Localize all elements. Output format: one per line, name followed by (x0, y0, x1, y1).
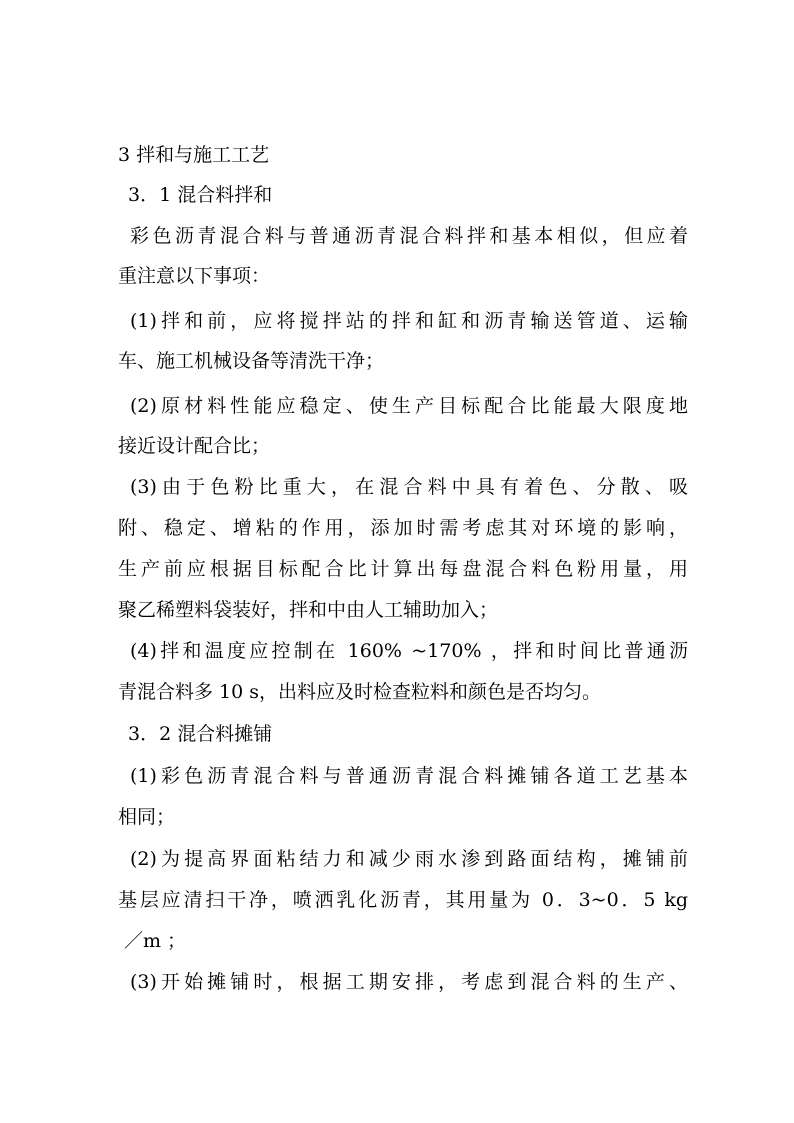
list-item-line: 接近设计配合比； (118, 435, 271, 457)
list-item-line: 附、稳定、增粘的作用，添加时需考虑其对环境的影响， (118, 517, 688, 539)
list-item-line: 基层应清扫干净，喷洒乳化沥青，其用量为 0．3~0．5 kg (118, 889, 688, 911)
list-item-line: (3)由于色粉比重大，在混合料中具有着色、分散、吸 (130, 476, 688, 498)
list-item-line: (3)开始摊铺时，根据工期安排，考虑到混合料的生产、 (130, 971, 688, 993)
list-item-line: (2)原材料性能应稳定、使生产目标配合比能最大限度地 (130, 395, 688, 417)
list-item-line: ／m ； (124, 930, 187, 952)
subsection-heading-3-1: 3．1 混合料拌和 (128, 184, 273, 206)
list-item-line: (1)拌和前，应将搅拌站的拌和缸和沥青输送管道、运输 (130, 310, 688, 332)
paragraph-line: 彩色沥青混合料与普通沥青混合料拌和基本相似，但应着 (130, 225, 688, 247)
list-item-line: (2)为提高界面粘结力和减少雨水渗到路面结构，摊铺前 (130, 848, 688, 870)
subsection-heading-3-2: 3．2 混合料摊铺 (128, 723, 273, 745)
section-heading: 3 拌和与施工工艺 (118, 144, 270, 166)
list-item-line: 青混合料多 10 s，出料应及时检查粒料和颜色是否均匀。 (118, 681, 602, 703)
list-item-line: 车、施工机械设备等清洗干净； (118, 350, 385, 372)
list-item-line: (4)拌和温度应控制在 160% ~170% ，拌和时间比普通沥 (130, 640, 688, 662)
list-item-line: (1)彩色沥青混合料与普通沥青混合料摊铺各道工艺基本 (130, 765, 688, 787)
paragraph-line: 重注意以下事项： (118, 265, 271, 287)
list-item-line: 聚乙稀塑料袋装好，拌和中由人工辅助加入； (118, 599, 499, 621)
list-item-line: 生产前应根据目标配合比计算出每盘混合料色粉用量，用 (118, 558, 688, 580)
list-item-line: 相同； (118, 806, 176, 828)
